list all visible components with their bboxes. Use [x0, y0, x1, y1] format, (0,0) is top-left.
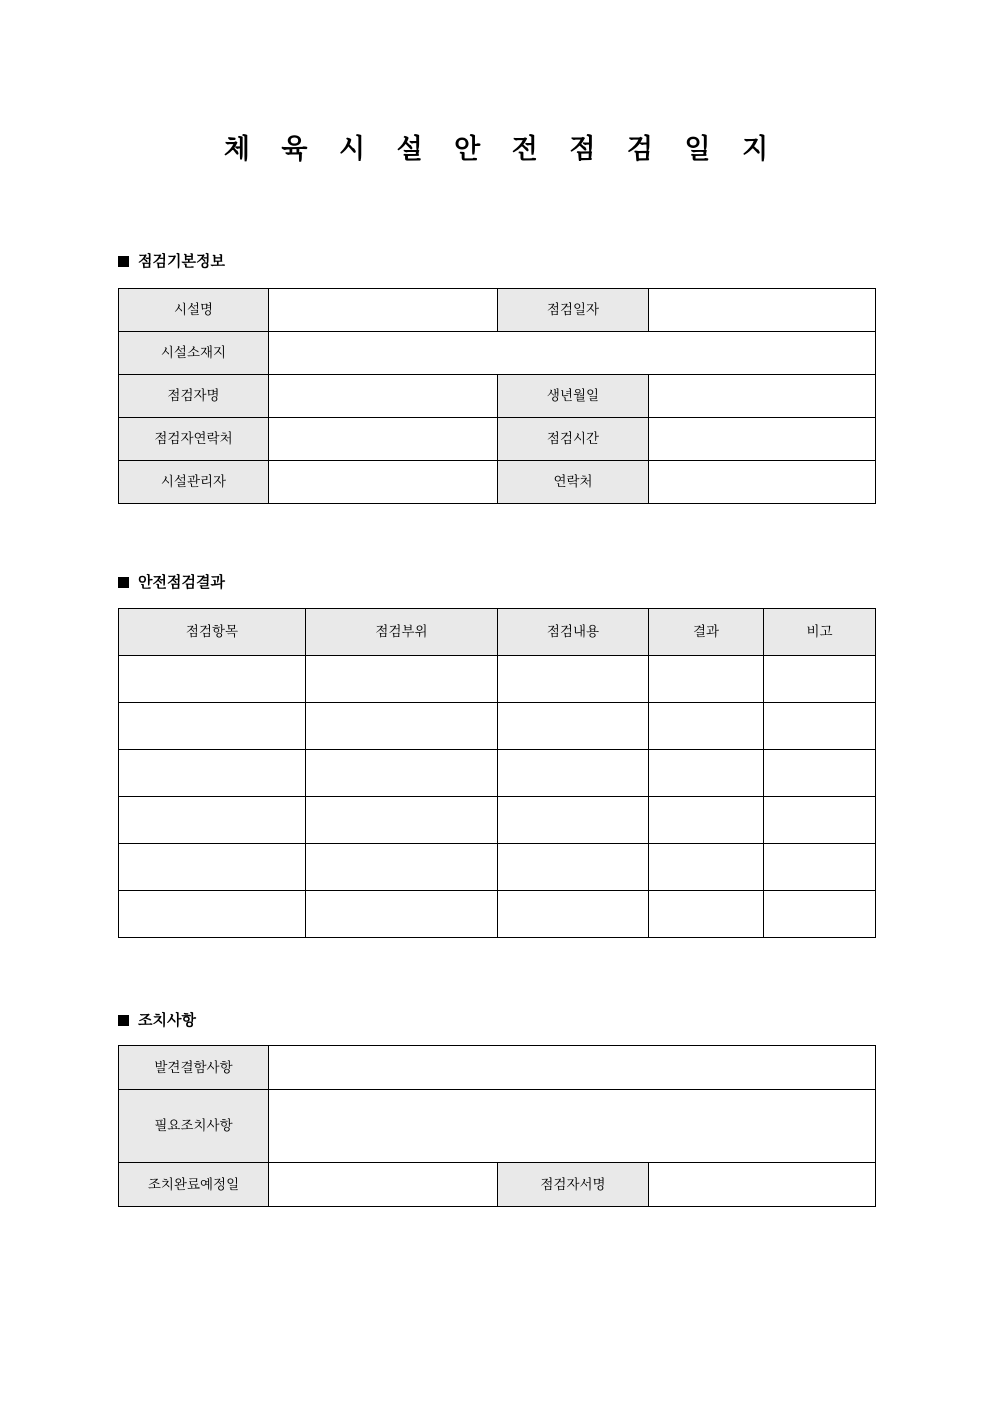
cell-remarks[interactable]	[764, 703, 876, 750]
cell-content[interactable]	[498, 891, 649, 938]
cell-item[interactable]	[119, 750, 306, 797]
filled-square-bullet-icon	[118, 1015, 129, 1026]
field-inspection-time[interactable]	[649, 418, 876, 461]
field-inspector-name[interactable]	[269, 375, 498, 418]
field-inspector-contact[interactable]	[269, 418, 498, 461]
column-header-remarks: 비고	[764, 609, 876, 656]
table-row	[119, 332, 876, 375]
field-birth-date[interactable]	[649, 375, 876, 418]
table-row	[119, 1090, 876, 1163]
cell-remarks[interactable]	[764, 797, 876, 844]
label-inspector-name: 점검자명	[119, 375, 269, 418]
table-row	[119, 375, 876, 418]
label-required-actions: 필요조치사항	[119, 1090, 269, 1163]
label-action-due-date: 조치완료예정일	[119, 1163, 269, 1207]
inspection-results-table	[118, 608, 876, 938]
label-facility-name: 시설명	[119, 289, 269, 332]
actions-table	[118, 1045, 876, 1207]
cell-item[interactable]	[119, 797, 306, 844]
label-inspection-time: 점검시간	[498, 418, 649, 461]
label-birth-date: 생년월일	[498, 375, 649, 418]
column-header-item: 점검항목	[119, 609, 306, 656]
field-facility-address[interactable]	[269, 332, 876, 375]
table-header-row	[119, 609, 876, 656]
page-title: 체 육 시 설 안 전 점 검 일 지	[223, 134, 781, 164]
table-row	[119, 1163, 876, 1207]
cell-area[interactable]	[306, 844, 498, 891]
label-inspector-signature: 점검자서명	[498, 1163, 649, 1207]
field-inspection-date[interactable]	[649, 289, 876, 332]
section-heading-actions	[118, 1013, 196, 1028]
basic-info-table	[118, 288, 876, 504]
section-heading-actions-label: 조치사항	[138, 1012, 196, 1029]
field-action-due-date[interactable]	[269, 1163, 498, 1207]
table-row	[119, 891, 876, 938]
field-facility-name[interactable]	[269, 289, 498, 332]
cell-content[interactable]	[498, 750, 649, 797]
section-heading-inspection-results	[118, 575, 225, 590]
section-heading-inspection-results-label: 안전점검결과	[138, 574, 225, 591]
cell-result[interactable]	[649, 750, 764, 797]
table-row	[119, 1046, 876, 1090]
cell-result[interactable]	[649, 844, 764, 891]
cell-remarks[interactable]	[764, 656, 876, 703]
cell-item[interactable]	[119, 891, 306, 938]
label-facility-address: 시설소재지	[119, 332, 269, 375]
label-facility-manager: 시설관리자	[119, 461, 269, 504]
cell-remarks[interactable]	[764, 844, 876, 891]
cell-remarks[interactable]	[764, 891, 876, 938]
cell-item[interactable]	[119, 703, 306, 750]
field-manager-contact[interactable]	[649, 461, 876, 504]
field-required-actions[interactable]	[269, 1090, 876, 1163]
section-heading-basic-info-label: 점검기본정보	[138, 253, 225, 270]
field-facility-manager[interactable]	[269, 461, 498, 504]
label-inspector-contact: 점검자연락처	[119, 418, 269, 461]
cell-result[interactable]	[649, 703, 764, 750]
cell-result[interactable]	[649, 797, 764, 844]
table-row	[119, 750, 876, 797]
label-found-defects: 발견결함사항	[119, 1046, 269, 1090]
table-row	[119, 461, 876, 504]
table-row	[119, 797, 876, 844]
filled-square-bullet-icon	[118, 256, 129, 267]
section-heading-basic-info	[118, 254, 225, 269]
label-manager-contact: 연락처	[498, 461, 649, 504]
cell-content[interactable]	[498, 656, 649, 703]
cell-content[interactable]	[498, 703, 649, 750]
table-row	[119, 703, 876, 750]
column-header-content: 점검내용	[498, 609, 649, 656]
cell-area[interactable]	[306, 750, 498, 797]
cell-item[interactable]	[119, 844, 306, 891]
filled-square-bullet-icon	[118, 577, 129, 588]
cell-item[interactable]	[119, 656, 306, 703]
cell-area[interactable]	[306, 797, 498, 844]
table-row	[119, 418, 876, 461]
table-row	[119, 844, 876, 891]
table-row	[119, 289, 876, 332]
cell-remarks[interactable]	[764, 750, 876, 797]
cell-area[interactable]	[306, 656, 498, 703]
column-header-area: 점검부위	[306, 609, 498, 656]
cell-content[interactable]	[498, 844, 649, 891]
cell-result[interactable]	[649, 891, 764, 938]
field-found-defects[interactable]	[269, 1046, 876, 1090]
cell-area[interactable]	[306, 703, 498, 750]
cell-area[interactable]	[306, 891, 498, 938]
field-inspector-signature[interactable]	[649, 1163, 876, 1207]
cell-content[interactable]	[498, 797, 649, 844]
table-row	[119, 656, 876, 703]
column-header-result: 결과	[649, 609, 764, 656]
label-inspection-date: 점검일자	[498, 289, 649, 332]
cell-result[interactable]	[649, 656, 764, 703]
